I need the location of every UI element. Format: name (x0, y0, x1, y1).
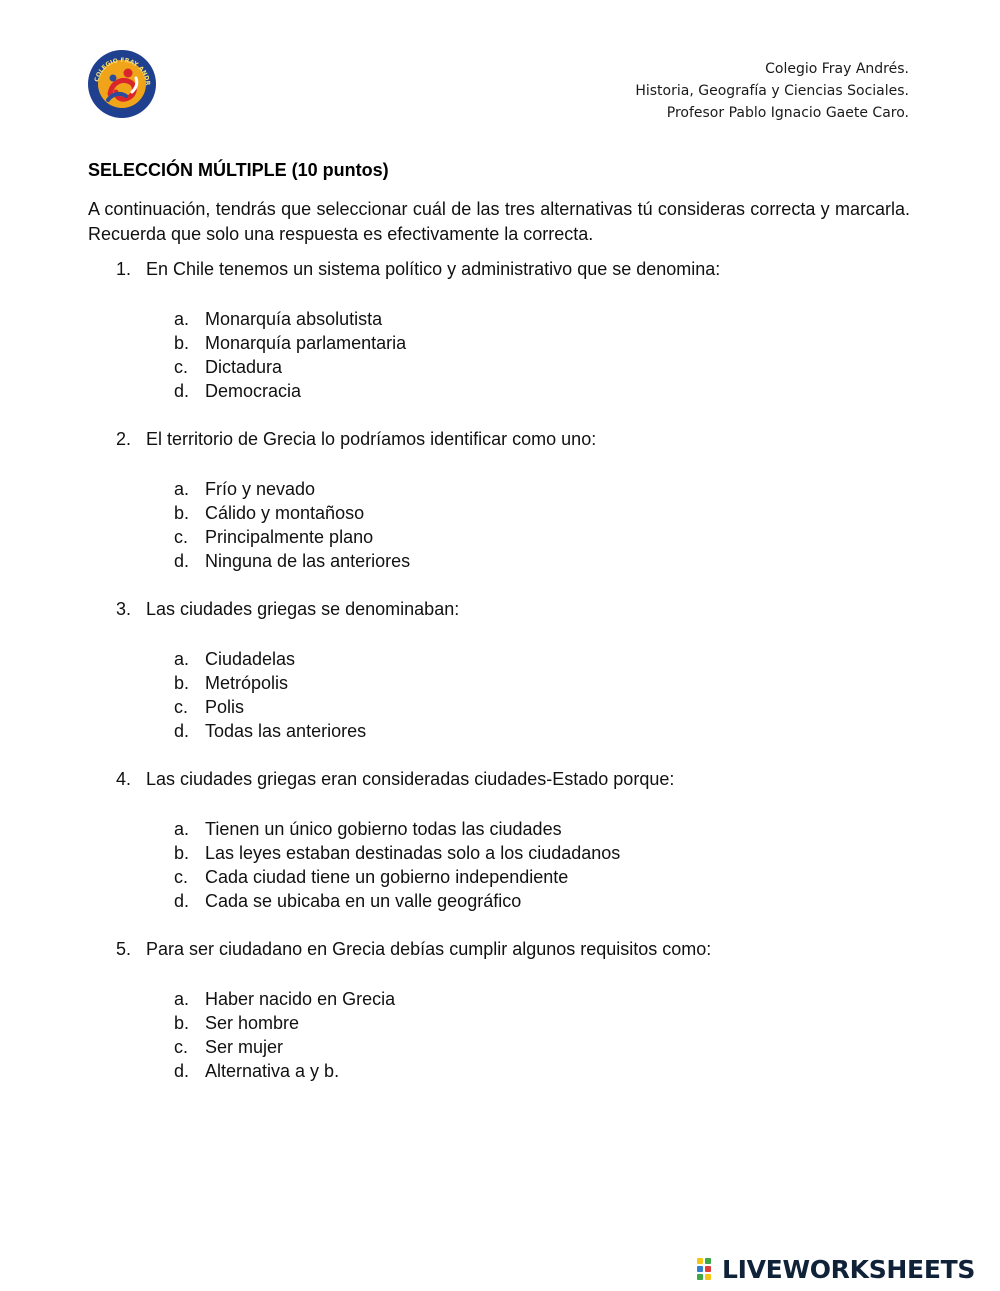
option-d[interactable] (174, 551, 410, 572)
option-text: Las leyes estaban destinadas solo a los ciudadanos (205, 843, 621, 863)
option-letter: b. (174, 503, 190, 523)
option-letter: a. (174, 479, 190, 499)
option-text: Polis (205, 697, 245, 717)
option-letter: d. (174, 381, 190, 401)
option-c[interactable] (174, 357, 282, 378)
option-letter: b. (174, 673, 190, 693)
option-d[interactable] (174, 721, 366, 742)
option-d[interactable] (174, 381, 301, 402)
school-name: Colegio Fray Andrés. (765, 61, 909, 77)
crest-lettering: COLEGIO FRAY ANDR (93, 56, 152, 86)
option-a[interactable] (174, 309, 382, 330)
option-letter: d. (174, 1061, 190, 1081)
option-text: Frío y nevado (205, 479, 316, 499)
option-text: Todas las anteriores (205, 721, 367, 741)
option-a[interactable] (174, 819, 562, 840)
option-letter: d. (174, 891, 190, 911)
question-number: 4. (116, 769, 132, 789)
option-c[interactable] (174, 527, 373, 548)
option-letter: a. (174, 819, 190, 839)
option-c[interactable] (174, 697, 244, 718)
option-b[interactable] (174, 503, 364, 524)
instructions-text: A continuación, tendrás que seleccionar cuál de las tres alternativas tú consideras correcta y marcarla. Recuerda que solo una respuesta es efectivamente la correcta. (88, 199, 910, 244)
option-letter: b. (174, 843, 190, 863)
option-a[interactable] (174, 989, 395, 1010)
option-letter: c. (174, 867, 189, 887)
option-d[interactable] (174, 1061, 339, 1082)
option-text: Monarquía parlamentaria (205, 333, 407, 353)
question-stem (116, 429, 596, 450)
option-b[interactable] (174, 843, 620, 864)
option-letter: a. (174, 989, 190, 1009)
option-text: Principalmente plano (205, 527, 374, 547)
liveworksheets-logo-icon (697, 1258, 719, 1282)
option-text: Cada ciudad tiene un gobierno independiente (205, 867, 569, 887)
option-letter: a. (174, 649, 190, 669)
option-b[interactable] (174, 333, 406, 354)
question-stem (116, 769, 674, 790)
header-info (635, 58, 909, 124)
option-text: Ser mujer (205, 1037, 284, 1057)
question-text: Las ciudades griegas se denominaban: (146, 599, 460, 619)
option-a[interactable] (174, 479, 315, 500)
option-text: Haber nacido en Grecia (205, 989, 396, 1009)
option-letter: d. (174, 721, 190, 741)
option-text: Dictadura (205, 357, 283, 377)
option-letter: b. (174, 333, 190, 353)
option-text: Ciudadelas (205, 649, 296, 669)
question-stem (116, 259, 720, 280)
option-text: Democracia (205, 381, 302, 401)
option-text: Ninguna de las anteriores (205, 551, 411, 571)
option-letter: c. (174, 527, 189, 547)
school-crest-logo (86, 48, 158, 120)
option-a[interactable] (174, 649, 295, 670)
option-b[interactable] (174, 673, 288, 694)
option-text: Cálido y montañoso (205, 503, 365, 523)
option-b[interactable] (174, 1013, 299, 1034)
option-text: Metrópolis (205, 673, 289, 693)
question-stem (116, 939, 711, 960)
option-letter: c. (174, 697, 189, 717)
option-text: Ser hombre (205, 1013, 300, 1033)
question-number: 3. (116, 599, 132, 619)
question-stem (116, 599, 459, 620)
option-text: Cada se ubicaba en un valle geográfico (205, 891, 522, 911)
brand-name: LIVEWORKSHEETS (722, 1255, 976, 1284)
school-crest-icon (86, 48, 158, 120)
liveworksheets-brand (697, 1255, 975, 1284)
option-c[interactable] (174, 1037, 283, 1058)
question-text: En Chile tenemos un sistema político y administrativo que se denomina: (146, 259, 721, 279)
option-letter: b. (174, 1013, 190, 1033)
option-letter: d. (174, 551, 190, 571)
subject-name: Historia, Geografía y Ciencias Sociales. (635, 83, 909, 99)
option-letter: c. (174, 1037, 189, 1057)
question-text: El territorio de Grecia lo podríamos identificar como uno: (146, 429, 597, 449)
option-text: Tienen un único gobierno todas las ciudades (205, 819, 562, 839)
teacher-name: Profesor Pablo Ignacio Gaete Caro. (666, 105, 909, 121)
question-text: Las ciudades griegas eran consideradas ciudades-Estado porque: (146, 769, 675, 789)
option-c[interactable] (174, 867, 568, 888)
section-title: SELECCIÓN MÚLTIPLE (10 puntos) (88, 160, 389, 180)
option-d[interactable] (174, 891, 521, 912)
question-number: 5. (116, 939, 132, 959)
question-number: 2. (116, 429, 132, 449)
option-letter: c. (174, 357, 189, 377)
option-text: Alternativa a y b. (205, 1061, 340, 1081)
option-letter: a. (174, 309, 190, 329)
question-number: 1. (116, 259, 132, 279)
option-text: Monarquía absolutista (205, 309, 383, 329)
question-text: Para ser ciudadano en Grecia debías cumplir algunos requisitos como: (146, 939, 712, 959)
